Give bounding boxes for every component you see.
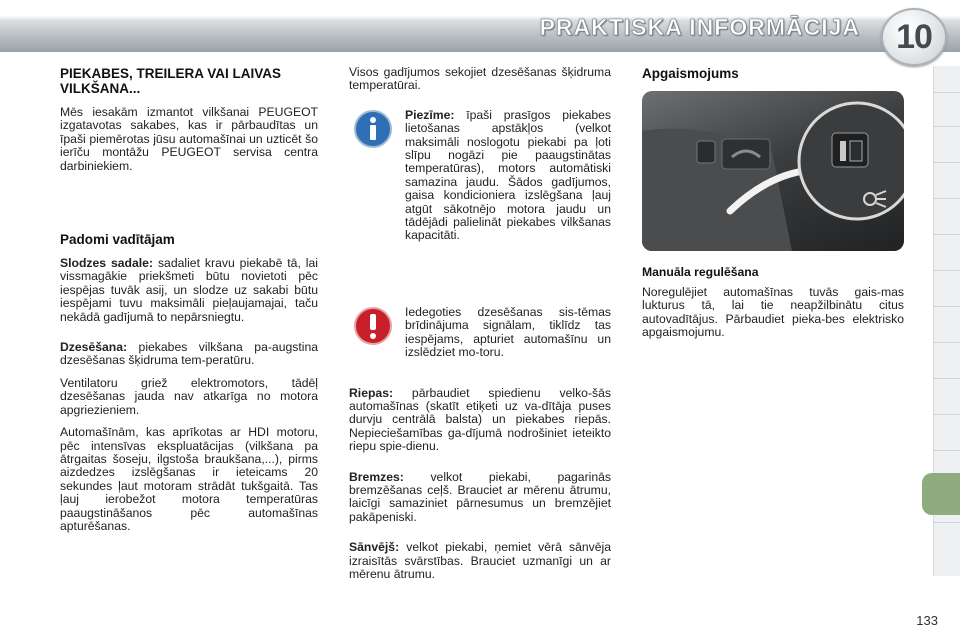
cooling-label: Dzesēšana: xyxy=(60,340,128,355)
headlamp-adjuster-photo xyxy=(642,91,904,251)
cooling-fan-paragraph: Ventilatoru griež elektromotors, tādēļ dzesēšanas jauda nav atkarīga no motora apgriezieniem. xyxy=(60,375,318,417)
temperature-intro: Visos gadījumos sekojiet dzesēšanas šķidruma temperatūrai. xyxy=(349,65,611,93)
load-label: Slodzes sadale: xyxy=(60,256,154,271)
warning-note xyxy=(349,306,611,360)
section-heading-towing: PIEKABES, TREILERA VAI LAIVAS VILKŠANA... xyxy=(60,66,282,96)
crosswind-paragraph xyxy=(349,541,611,581)
column-left xyxy=(60,66,318,542)
load-text: sadaliet kravu piekabē tā, lai vissmagākie priekšmeti būtu novietoti pēc iespējas tuvāk asij, un slodze uz sakabi būtu iespējami tuvu maksimāli pieļaujamajai, taču nekādā gadījumā to nepārsniegtu. xyxy=(60,256,318,324)
dashboard-illustration xyxy=(642,91,904,251)
towing-intro: Mēs iesakām izmantot vilkšanai PEUGEOT izgatavotas sakabes, kas ir pārbaudītas un īpaši piemērotas jūsu automašīnai un uzticēt šo ierīču montāžu PEUGEOT servisa centra darbiniekiem. xyxy=(60,105,318,173)
tyres-label: Riepas: xyxy=(349,385,394,400)
lighting-paragraph: Noregulējiet automašīnas tuvās gais-mas lukturus tā, lai tie neapžilbinātu citus autovadītājus. Pārbaudiet pieka-bes elektrisko apgaismojumu. xyxy=(642,285,904,340)
wind-text: velkot piekabi, ņemiet vērā sānvēja izraisītās svārstības. Brauciet uzmanīgi un ar mērenu ātrumu. xyxy=(349,540,611,581)
note-paragraph xyxy=(405,109,611,243)
chapter-tab-active[interactable] xyxy=(922,473,960,515)
brakes-text: velkot piekabi, pagarinās bremzēšanas ceļš. Brauciet ar mērenu ātrumu, laicīgi samaziniet pārnesumus un bremzējiet pakāpeniski. xyxy=(349,469,611,524)
tyres-text: pārbaudiet spiedienu velko-šās automašīnas (skatīt etiķeti uz va-dītāja puses durvju centrālā balsta) un piekabes riepās. Nepieciešamības ga-dījumā nodrošiniet ieteikto riepu spie-dienu. xyxy=(349,385,611,454)
warning-icon xyxy=(353,306,393,346)
brakes-paragraph xyxy=(349,471,611,525)
note-label: Piezīme: xyxy=(405,107,455,122)
cooling-paragraph xyxy=(60,341,318,368)
page-number: 133 xyxy=(916,613,938,628)
tyres-paragraph xyxy=(349,387,611,454)
page-header-title: PRAKTISKA INFORMĀCIJA xyxy=(539,14,860,40)
info-icon xyxy=(353,109,393,149)
column-right xyxy=(642,66,904,349)
note-text: īpaši prasīgos piekabes lietošanas apstākļos (velkot maksimāli noslogotu piekabi pa ļoti slīpu nogāzi pie paaugstinātas temperatūras), motors automātiski samazina jaudu. Šādos gadījumos, gaisa kondicioniera izslēgšana ļauj atgūt sākotnējo motora jaudu un tādējādi palielināt piekabes vilkšanas kapacitāti. xyxy=(405,107,611,243)
cooling-text: piekabes vilkšana pa-augstina dzesēšanas šķidruma tem-peratūru. xyxy=(60,340,318,368)
chapter-badge xyxy=(881,8,947,66)
info-note xyxy=(349,109,611,243)
brakes-label: Bremzes: xyxy=(349,469,404,484)
hdi-paragraph: Automašīnām, kas aprīkotas ar HDI motoru, pēc intensīvas ekspluatācijas (vilkšana pa ātrgaitas šoseju, ilgstoša braukšana,...), pirms aizdedzes izslēgšanas ir ieteicams 20 sekundes ļaut motoram strādāt tukšgaitā. Tas ļauj ierobežot motora temperatūras paaugstināšanos pēc automašīnas apturēšanas. xyxy=(60,425,318,533)
section-heading-driver-advice: Padomi vadītājam xyxy=(60,232,175,248)
chapter-number: 10 xyxy=(896,17,932,56)
wind-label: Sānvējš: xyxy=(349,540,400,555)
sub-heading-manual-adjustment: Manuāla regulēšana xyxy=(642,265,759,279)
warning-paragraph: Iedegoties dzesēšanas sis-tēmas brīdinājuma signālam, tiklīdz tas iespējams, apturiet automašīnu un izslēdziet mo-toru. xyxy=(405,304,611,360)
column-middle xyxy=(349,66,611,590)
section-heading-lighting: Apgaismojums xyxy=(642,66,739,81)
load-distribution-paragraph xyxy=(60,257,318,324)
